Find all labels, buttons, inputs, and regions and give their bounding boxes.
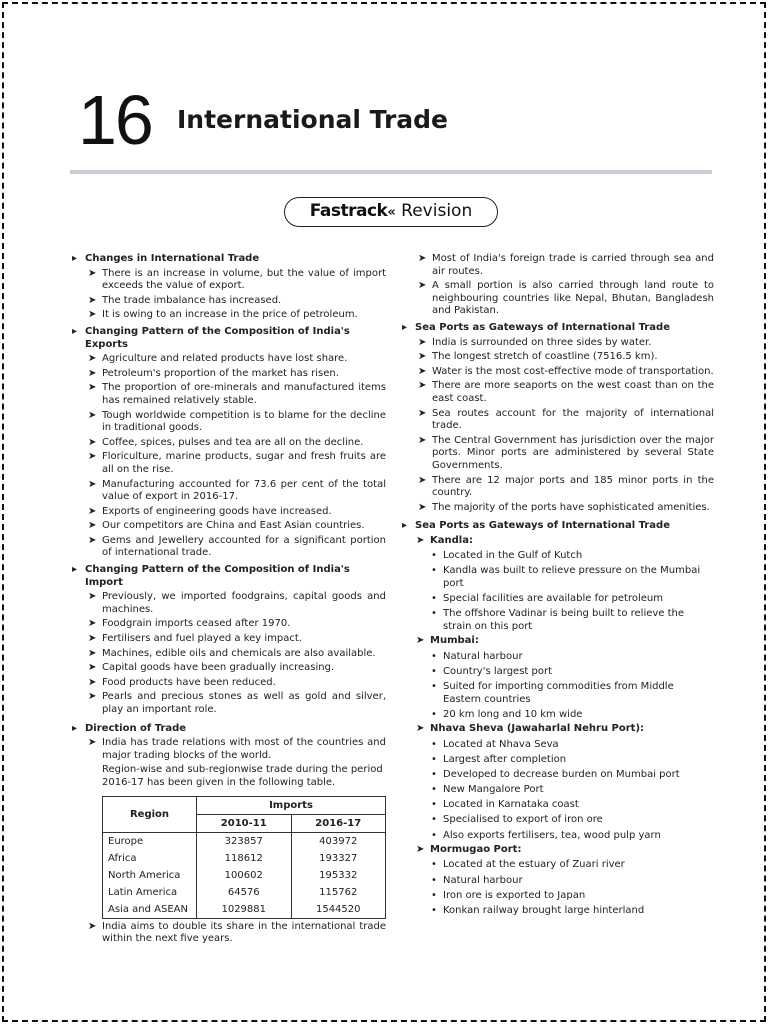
table-cell-region: Europe <box>103 832 197 850</box>
port-heading-kandla: ➤ Kandla: <box>416 534 473 546</box>
arrow-bullet-icon: ➤ <box>88 267 97 279</box>
dot-bullet-icon: • <box>431 905 437 916</box>
dot-bullet-icon: • <box>431 874 437 886</box>
dot-bullet-icon: • <box>431 665 437 677</box>
dot-bullet-icon: • <box>431 550 437 562</box>
table-cell-value: 100602 <box>197 867 292 884</box>
list-item: ➤ Petroleum's proportion of the market has risen. <box>88 367 339 379</box>
list-item: ➤ The longest stretch of coastline (7516.5 km). <box>418 351 658 363</box>
list-item: • Located at Nhava Seva <box>431 738 559 750</box>
arrow-bullet-icon: ➤ <box>418 351 427 363</box>
arrow-bullet-icon: ➤ <box>418 336 427 348</box>
dot-bullet-icon: • <box>431 608 437 620</box>
arrow-bullet-icon: ➤ <box>418 501 427 513</box>
table-cell-value: 323857 <box>197 832 292 850</box>
list-item: • Natural harbour <box>431 874 523 886</box>
arrow-bullet-icon: ➤ <box>88 409 97 421</box>
arrow-bullet-icon: ➤ <box>88 737 97 749</box>
chapter-title: International Trade <box>177 105 448 134</box>
arrow-bullet-icon: ➤ <box>88 534 97 546</box>
list-item: ➤ Gems and Jewellery accounted for a significant portion of international trade. <box>88 534 386 559</box>
table-cell-region: Latin America <box>103 884 197 901</box>
arrow-bullet-icon: ➤ <box>418 380 427 392</box>
list-item: ➤ Tough worldwide competition is to blame for the decline in traditional goods. <box>88 409 386 434</box>
table-row <box>103 850 386 867</box>
list-item: • Country's largest port <box>431 665 553 677</box>
title-rule <box>70 170 712 174</box>
arrow-bullet-icon: ➤ <box>88 676 97 688</box>
port-heading-mumbai: ➤ Mumbai: <box>416 635 479 647</box>
arrow-bullet-icon: ➤ <box>88 591 97 603</box>
table-cell-value: 64576 <box>197 884 292 901</box>
list-item: • New Mangalore Port <box>431 784 544 796</box>
table-row <box>103 832 386 850</box>
arrow-bullet-icon: ➤ <box>418 253 427 264</box>
list-item: ➤ A small portion is also carried through land route to neighbouring countries like Nepal, Bhutan, Bangladesh and Pakistan. <box>418 280 714 317</box>
list-item: ➤ Machines, edible oils and chemicals are also available. <box>88 647 376 659</box>
list-item: ➤ Water is the most cost-effective mode of transportation. <box>418 365 714 377</box>
table-cell-value: 195332 <box>291 867 386 884</box>
list-item: • Developed to decrease burden on Mumbai port <box>431 768 680 780</box>
list-item: ➤ Our competitors are China and East Asian countries. <box>88 520 365 532</box>
port-heading-nhava-sheva: ➤ Nhava Sheva (Jawaharlal Nehru Port): <box>416 723 645 735</box>
list-item: • Largest after completion <box>431 753 567 765</box>
dot-bullet-icon: • <box>431 593 437 605</box>
dot-bullet-icon: • <box>431 565 437 577</box>
list-item: • The offshore Vadinar is being built to relieve the strain on this port <box>431 608 685 632</box>
dot-bullet-icon: • <box>431 680 437 692</box>
list-item: ➤ Previously, we imported foodgrains, capital goods and machines. <box>88 591 386 615</box>
table-row <box>103 884 386 901</box>
arrow-bullet-icon: ➤ <box>88 618 97 630</box>
list-item: • Suited for importing commodities from Middle Eastern countries <box>431 680 674 705</box>
section-heading: ▸ Sea Ports as Gateways of International Trade <box>402 520 714 533</box>
dot-bullet-icon: • <box>431 650 437 662</box>
list-item: ➤ Floriculture, marine products, sugar and fresh fruits are all on the rise. <box>88 451 386 475</box>
table-cell-value: 193327 <box>291 850 386 867</box>
list-item: • Special facilities are available for petroleum <box>431 593 663 605</box>
dot-bullet-icon: • <box>431 768 437 780</box>
badge-label: Revision <box>401 201 473 221</box>
section-heading: ▸ Changes in International Trade <box>72 253 386 266</box>
arrow-bullet-icon: ➤ <box>416 635 425 647</box>
arrow-bullet-icon: ➤ <box>416 844 425 856</box>
arrow-bullet-icon: ➤ <box>88 520 97 532</box>
chapter-number: 16 <box>78 81 152 159</box>
list-item: ➤ Capital goods have been gradually increasing. <box>88 662 335 674</box>
badge-brand: Fastrack <box>309 201 388 221</box>
list-item: • Also exports fertilisers, tea, wood pulp yarn <box>431 829 661 841</box>
list-item: • Located at the estuary of Zuari river <box>431 859 625 871</box>
dot-bullet-icon: • <box>431 829 437 841</box>
list-item: ➤ Fertilisers and fuel played a key impact. <box>88 633 302 645</box>
fastrack-revision-badge <box>284 197 498 227</box>
table-header-region: Region <box>103 796 197 832</box>
list-item: • Natural harbour <box>431 650 523 662</box>
table-cell-value: 1544520 <box>291 901 386 919</box>
right-column <box>402 251 714 918</box>
arrow-bullet-icon: ➤ <box>88 633 97 645</box>
list-item: ➤ India is surrounded on three sides by water. <box>418 336 652 348</box>
list-item: • Konkan railway brought large hinterland <box>431 905 645 916</box>
list-item: ➤ Sea routes account for the majority of international trade. <box>418 407 714 432</box>
section-heading: ▸ Changing Pattern of the Composition of India's Exports <box>72 326 386 351</box>
arrow-bullet-icon: ➤ <box>88 662 97 674</box>
list-item: • Iron ore is exported to Japan <box>431 889 586 901</box>
dot-bullet-icon: • <box>431 753 437 765</box>
table-cell-value: 1029881 <box>197 901 292 919</box>
dot-bullet-icon: • <box>431 799 437 811</box>
list-item: • Specialised to export of iron ore <box>431 814 603 826</box>
arrow-bullet-icon: ➤ <box>88 478 97 490</box>
arrow-bullet-icon: ➤ <box>88 505 97 517</box>
arrow-bullet-icon: ➤ <box>88 367 97 379</box>
left-column <box>72 251 386 946</box>
list-item: ➤ It is owing to an increase in the price of petroleum. <box>88 309 358 321</box>
badge-arrows-icon: « <box>387 205 396 220</box>
list-item: • Located in Karnataka coast <box>431 799 579 811</box>
arrow-bullet-icon: ➤ <box>88 309 97 321</box>
table-cell-region: North America <box>103 867 197 884</box>
table-header-2010-11: 2010-11 <box>197 814 292 832</box>
table-cell-region: Africa <box>103 850 197 867</box>
paragraph: Region-wise and sub-regionwise trade during the period 2016-17 has been given in the following table. <box>102 764 383 788</box>
list-item: ➤ Food products have been reduced. <box>88 676 276 688</box>
list-item: ➤ The majority of the ports have sophisticated amenities. <box>418 501 710 513</box>
list-item: ➤ There are 12 major ports and 185 minor ports in the country. <box>418 474 714 499</box>
list-item: ➤ There are more seaports on the west coast than on the east coast. <box>418 380 714 404</box>
port-heading-mormugao: ➤ Mormugao Port: <box>416 844 522 856</box>
section-heading: ▸ Sea Ports as Gateways of International Trade <box>402 322 714 335</box>
arrow-bullet-icon: ➤ <box>88 436 97 448</box>
list-item: ➤ Most of India's foreign trade is carried through sea and air routes. <box>418 253 714 277</box>
arrow-bullet-icon: ➤ <box>88 451 97 463</box>
list-item: ➤ India aims to double its share in the international trade within the next five years. <box>88 920 386 945</box>
arrow-bullet-icon: ➤ <box>418 407 427 419</box>
list-item: ➤ Manufacturing accounted for 73.6 per cent of the total value of export in 2016-17. <box>88 478 386 503</box>
list-item: ➤ Coffee, spices, pulses and tea are all on the decline. <box>88 436 364 448</box>
arrow-bullet-icon: ➤ <box>88 647 97 659</box>
table-cell-value: 115762 <box>291 884 386 901</box>
table-row <box>103 901 386 919</box>
table-header-imports: Imports <box>197 796 386 814</box>
list-item: ➤ Foodgrain imports ceased after 1970. <box>88 618 291 630</box>
dot-bullet-icon: • <box>431 784 437 796</box>
list-item: ➤ The Central Government has jurisdiction over the major ports. Minor ports are administered by several State Governments. <box>418 434 714 471</box>
list-item: • 20 km long and 10 km wide <box>431 708 583 720</box>
list-item: ➤ The trade imbalance has increased. <box>88 294 282 306</box>
dot-bullet-icon: • <box>431 738 437 750</box>
list-item: ➤ India has trade relations with most of the countries and major trading blocks of the world. <box>88 737 386 761</box>
list-item: ➤ The proportion of ore-minerals and manufactured items has remained relatively stable. <box>88 382 386 406</box>
section-heading: ▸ Direction of Trade <box>72 723 386 736</box>
list-item: ➤ Pearls and precious stones as well as gold and silver, play an important role. <box>88 691 386 715</box>
list-item: • Located in the Gulf of Kutch <box>431 550 583 562</box>
arrow-bullet-icon: ➤ <box>418 434 427 446</box>
arrow-bullet-icon: ➤ <box>88 353 97 365</box>
arrow-bullet-icon: ➤ <box>418 474 427 486</box>
table-cell-region: Asia and ASEAN <box>103 901 197 919</box>
arrow-bullet-icon: ➤ <box>416 534 425 546</box>
section-heading: ▸ Changing Pattern of the Composition of India's Import <box>72 564 386 589</box>
arrow-bullet-icon: ➤ <box>416 723 425 735</box>
arrow-bullet-icon: ➤ <box>88 691 97 703</box>
list-item: ➤ Agriculture and related products have lost share. <box>88 353 348 365</box>
imports-table <box>102 796 386 919</box>
table-row <box>103 867 386 884</box>
table-cell-value: 118612 <box>197 850 292 867</box>
dot-bullet-icon: • <box>431 889 437 901</box>
list-item: • Kandla was built to relieve pressure on the Mumbai port <box>431 565 701 589</box>
arrow-bullet-icon: ➤ <box>88 294 97 306</box>
arrow-bullet-icon: ➤ <box>418 280 427 292</box>
table-cell-value: 403972 <box>291 832 386 850</box>
table-header-2016-17: 2016-17 <box>291 814 386 832</box>
dot-bullet-icon: • <box>431 708 437 720</box>
arrow-bullet-icon: ➤ <box>418 365 427 377</box>
arrow-bullet-icon: ➤ <box>88 382 97 394</box>
list-item: ➤ Exports of engineering goods have increased. <box>88 505 332 517</box>
arrow-bullet-icon: ➤ <box>88 920 97 932</box>
list-item: ➤ There is an increase in volume, but the value of import exceeds the value of export. <box>88 267 386 292</box>
dot-bullet-icon: • <box>431 814 437 826</box>
dot-bullet-icon: • <box>431 859 437 871</box>
